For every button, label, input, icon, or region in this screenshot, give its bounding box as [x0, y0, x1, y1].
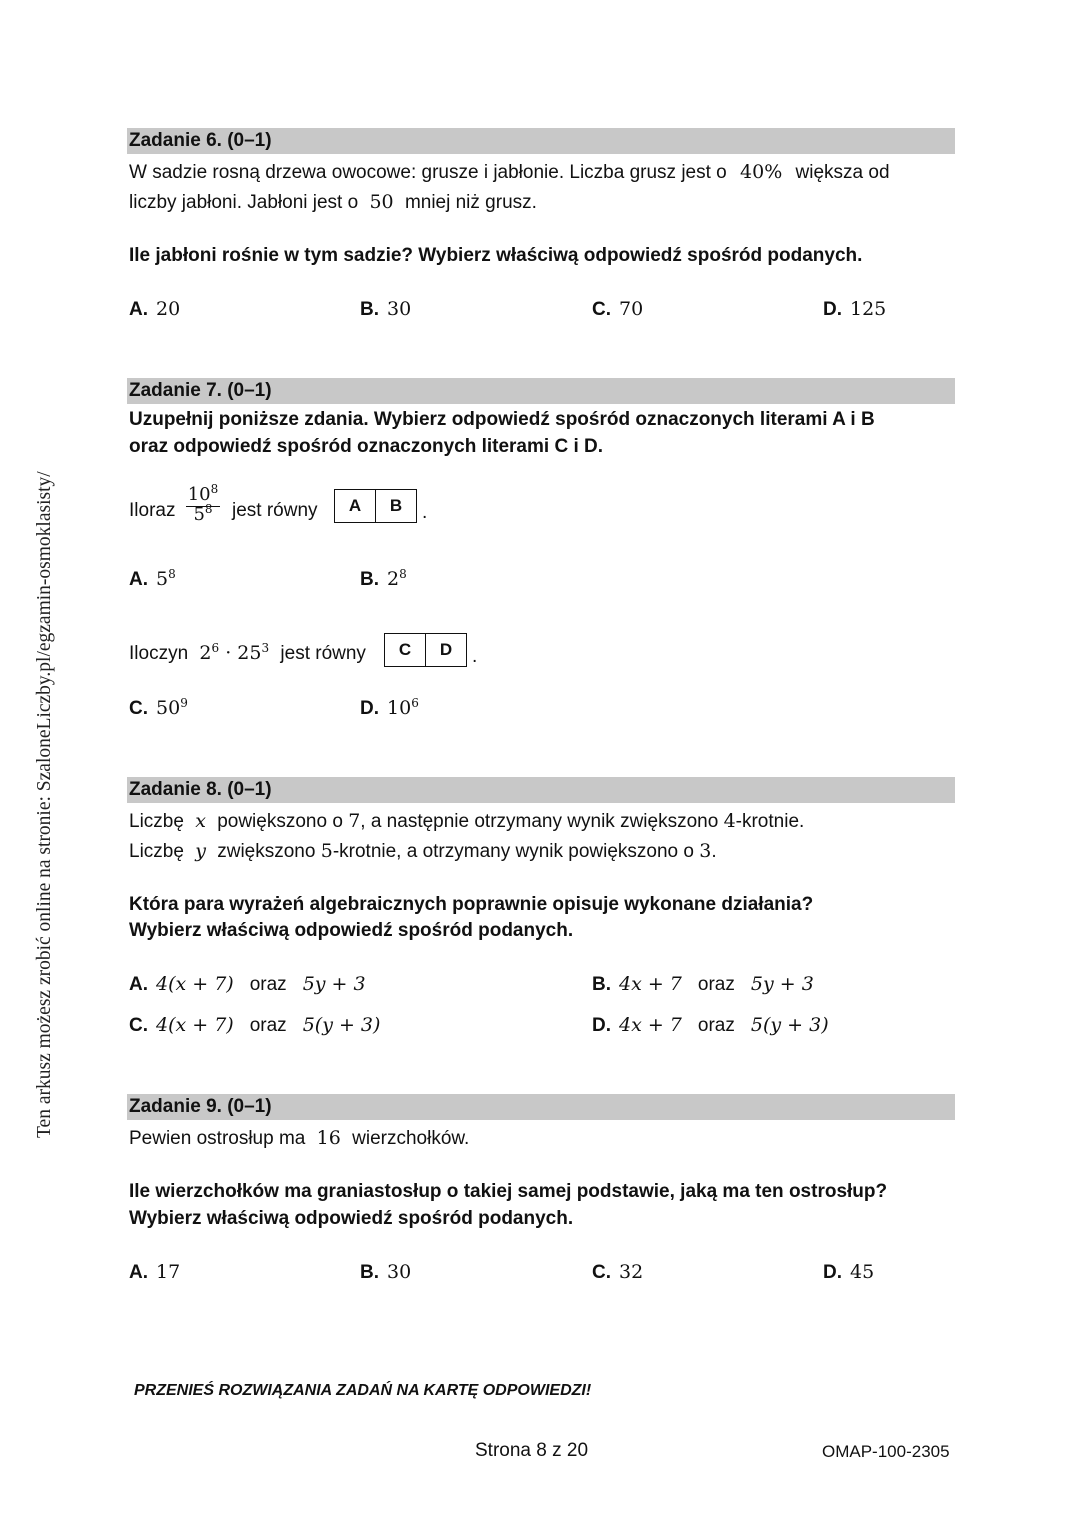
task8-option-d[interactable]: D. 4x + 7 oraz 5(y + 3)	[592, 1014, 829, 1036]
task8-header: Zadanie 8. (0–1)	[127, 777, 955, 803]
task6-option-a[interactable]: A. 20	[129, 298, 181, 320]
task6-option-d[interactable]: D. 125	[823, 298, 887, 320]
task7-option-d[interactable]: D. $10^6$	[360, 696, 419, 719]
task7-option-b[interactable]: B. $2^8$	[360, 567, 407, 590]
box-letter-d[interactable]: D	[425, 634, 466, 666]
answer-box-ab[interactable]	[334, 489, 417, 523]
task7-instruction-1: Uzupełnij poniższe zdania. Wybierz odpowiedź spośród oznaczonych literami A i B	[129, 409, 875, 430]
percent-value: 40%	[740, 161, 783, 183]
quotient-fraction: $10^8$ $5^8$	[187, 482, 219, 525]
task6-header: Zadanie 6. (0–1)	[127, 128, 955, 154]
sentence1-prefix: Iloraz	[129, 500, 176, 521]
task8-option-a[interactable]: A. 4(x + 7) oraz 5y + 3	[129, 973, 366, 995]
task7-instruction-2: oraz odpowiedź spośród oznaczonych literami C i D.	[129, 436, 604, 457]
task7-option-a[interactable]: A. $5^8$	[129, 567, 176, 590]
task6-option-c[interactable]: C. 70	[592, 298, 644, 320]
task7-option-c[interactable]: C. $50^9$	[129, 696, 188, 719]
exam-code: OMAP-100-2305	[822, 1442, 950, 1461]
task8-option-c[interactable]: C. 4(x + 7) oraz 5(y + 3)	[129, 1014, 381, 1036]
task6-line2: liczby jabłoni. Jabłoni jest o 50 mniej niż grusz.	[129, 191, 537, 213]
page-number: Strona 8 z 20	[475, 1440, 589, 1461]
task9-option-b[interactable]: B. 30	[360, 1261, 412, 1283]
task9-option-a[interactable]: A. 17	[129, 1261, 181, 1283]
box-letter-a[interactable]: A	[348, 496, 362, 515]
task9-line1: Pewien ostrosłup ma 16 wierzchołków.	[129, 1127, 470, 1149]
task6-line1: W sadzie rosną drzewa owocowe: grusze i jabłonie. Liczba grusz jest o 40% większa od	[129, 161, 890, 183]
task8-question-2: Wybierz właściwą odpowiedź spośród podanych.	[129, 920, 574, 941]
box-letter-b[interactable]: B	[375, 490, 416, 522]
task9-question-2: Wybierz właściwą odpowiedź spośród podanych.	[129, 1208, 574, 1229]
side-note: Ten arkusz możesz zrobić online na stronie: SzaloneLiczby.pl/egzamin-osmoklasisty/	[34, 471, 55, 1138]
task8-line2: Liczbę y zwiększono 5-krotnie, a otrzymany wynik powiększono o 3.	[129, 840, 717, 862]
task7-header: Zadanie 7. (0–1)	[127, 378, 955, 404]
task9-option-c[interactable]: C. 32	[592, 1261, 644, 1283]
task8-option-b[interactable]: B. 4x + 7 oraz 5y + 3	[592, 973, 814, 995]
task6-option-b[interactable]: B. 30	[360, 298, 412, 320]
task8-line1: Liczbę x powiększono o 7, a następnie otrzymany wynik zwiększono 4-krotnie.	[129, 810, 805, 832]
task8-question-1: Która para wyrażeń algebraicznych poprawnie opisuje wykonane działania?	[129, 894, 814, 915]
transfer-answers-note: PRZENIEŚ ROZWIĄZANIA ZADAŃ NA KARTĘ ODPOWIEDZI!	[134, 1382, 592, 1399]
sentence2: Iloczyn $2^6 \cdot 25^3$ jest równy	[129, 641, 366, 664]
task9-option-d[interactable]: D. 45	[823, 1261, 875, 1283]
answer-box-cd[interactable]	[384, 633, 467, 667]
task9-question-1: Ile wierzchołków ma graniastosłup o takiej samej podstawie, jaką ma ten ostrosłup?	[129, 1181, 888, 1202]
sentence1-suffix: jest równy	[232, 500, 318, 521]
box-letter-c[interactable]: C	[398, 640, 412, 659]
task6-question: Ile jabłoni rośnie w tym sadzie? Wybierz właściwą odpowiedź spośród podanych.	[129, 245, 863, 266]
task9-header: Zadanie 9. (0–1)	[127, 1094, 955, 1120]
